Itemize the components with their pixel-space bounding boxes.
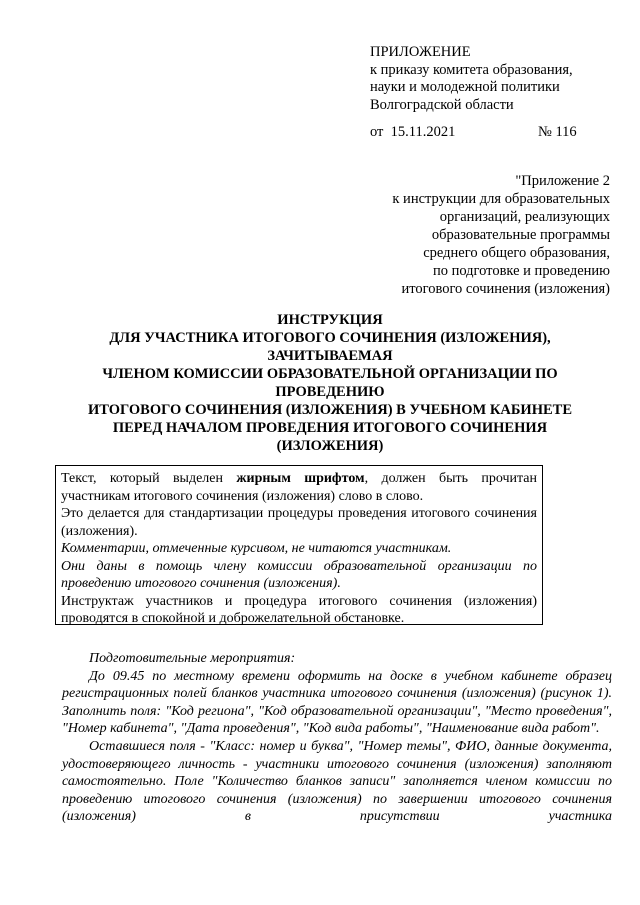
annex2-line: "Приложение 2 [515, 173, 610, 189]
order-date: 15.11.2021 [390, 124, 456, 140]
notice-italic-rule: Комментарии, отмеченные курсивом, не читаются участникам. [61, 541, 452, 556]
body-text [62, 650, 612, 826]
annex2-line: организаций, реализующих [439, 209, 610, 225]
title-line: ПЕРЕД НАЧАЛОМ ПРОВЕДЕНИЯ ИТОГОВОГО СОЧИНЕНИЯ [112, 420, 548, 436]
title-line: ДЛЯ УЧАСТНИКА ИТОГОВОГО СОЧИНЕНИЯ (ИЗЛОЖЕНИЯ), [109, 330, 551, 346]
notice-atmosphere: Инструктаж участников и процедура итогового сочинения (изложения) проводятся в спокойной и доброжелательной обстановке. [61, 593, 537, 626]
title-line: ЗАЧИТЫВАЕМАЯ [267, 348, 393, 364]
notice-text: Текст, который выделен [61, 471, 237, 486]
annex2-block [392, 172, 610, 298]
title-line: ПРОВЕДЕНИЮ [275, 384, 385, 400]
appendix-line: Волгоградской области [370, 96, 514, 113]
bold-sample-text: жирным шрифтом [236, 471, 365, 486]
title-line: (ИЗЛОЖЕНИЯ) [276, 438, 384, 454]
annex2-line: итогового сочинения (изложения) [401, 281, 610, 297]
appendix-header [370, 44, 620, 114]
appendix-title: ПРИЛОЖЕНИЕ [370, 44, 471, 60]
date-prefix: от [370, 124, 384, 140]
notice-frame [55, 465, 543, 625]
document-title [50, 311, 610, 455]
title-line: ИТОГОВОГО СОЧИНЕНИЯ (ИЗЛОЖЕНИЯ) В УЧЕБНОМ КАБИНЕТЕ [88, 402, 572, 418]
section-heading: Подготовительные мероприятия: [89, 651, 296, 666]
annex2-line: среднего общего образования, [423, 245, 610, 261]
notice-bold-rule [61, 470, 537, 505]
order-number: № 116 [538, 124, 577, 140]
body-paragraph: До 09.45 по местному времени оформить на доске в учебном кабинете образец регистрационных полей бланков участника итогового сочинения (изложения) (рисунок 1). Заполнить поля: "Код региона", "Код образовательной организации", "Место проведения", "Номер кабинета", "Дата проведения", "Код вида работы", "Наименование вида работ". [62, 668, 612, 737]
notice-standardization: Это делается для стандартизации процедуры проведения итогового сочинения (изложения). [61, 506, 537, 539]
title-line: ИНСТРУКЦИЯ [277, 312, 383, 328]
notice-text: , должен быть прочитан участникам итогового сочинения (изложения) слово в слово. [61, 471, 538, 504]
notice-help: Они даны в помощь члену комиссии образовательной организации по проведению итогового сочинения (изложения). [61, 558, 537, 591]
order-date-line [370, 124, 577, 141]
annex2-line: по подготовке и проведению [432, 263, 610, 279]
body-paragraph: Оставшиеся поля - "Класс: номер и буква", "Номер темы", ФИО, данные документа, удостоверяющего личность - участники итогового сочинения (изложения) заполняют самостоятельно. Поле "Количество бланков записи" заполняется членом комиссии по проведению итогового сочинения (изложения) по завершении итогового сочинения (изложения) в присутствии участника [62, 738, 612, 825]
annex2-line: к инструкции для образовательных [392, 191, 610, 207]
title-line: ЧЛЕНОМ КОМИССИИ ОБРАЗОВАТЕЛЬНОЙ ОРГАНИЗАЦИИ ПО [102, 366, 558, 382]
annex2-line: образовательные программы [431, 227, 610, 243]
appendix-line: науки и молодежной политики [370, 79, 560, 95]
appendix-line: к приказу комитета образования, [370, 61, 573, 78]
